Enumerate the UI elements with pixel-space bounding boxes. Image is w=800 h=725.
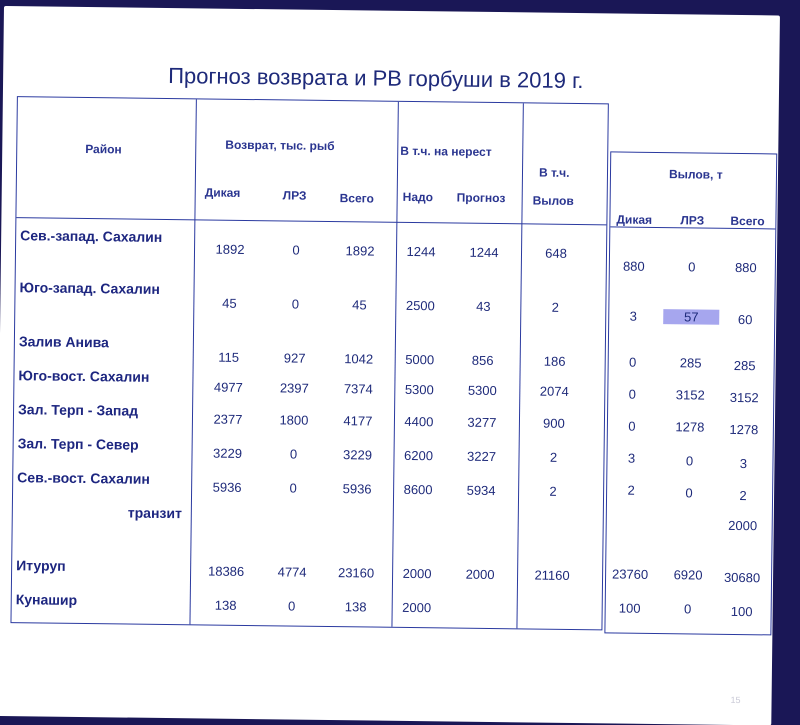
row-lrz: 0 xyxy=(292,242,300,258)
row-c-wild: 2 xyxy=(627,482,635,498)
header-catch: Вылов xyxy=(532,193,574,208)
row-c-lrz: 0 xyxy=(685,453,694,469)
row-region: Зал. Терп - Север xyxy=(17,435,139,453)
row-wild: 1892 xyxy=(215,241,245,257)
row-forecast: 43 xyxy=(476,298,491,314)
row-needed: 8600 xyxy=(403,481,433,498)
row-c-total: 3152 xyxy=(729,389,759,406)
row-region: Сев.-запад. Сахалин xyxy=(20,227,163,245)
row-catch: 2074 xyxy=(539,383,569,399)
slide-title: Прогноз возврата и РВ горбуши в 2019 г. xyxy=(168,63,584,94)
transit-label: транзит xyxy=(127,504,182,522)
row-needed: 1244 xyxy=(406,243,436,260)
row-region: Сев.-вост. Сахалин xyxy=(17,469,150,487)
row-lrz: 0 xyxy=(291,296,300,312)
row-forecast: 2000 xyxy=(465,566,495,583)
row-c-total: 60 xyxy=(737,311,753,328)
row-needed: 6200 xyxy=(403,447,434,464)
row-needed: 5000 xyxy=(405,351,435,368)
row-catch: 21160 xyxy=(534,567,570,583)
main-table xyxy=(10,96,608,630)
row-c-total: 100 xyxy=(730,603,753,620)
row-lrz: 4774 xyxy=(277,564,307,580)
header-total: Всего xyxy=(339,191,374,206)
header-c-wild: Дикая xyxy=(616,212,653,227)
row-region: Зал. Терп - Запад xyxy=(17,401,139,419)
row-c-lrz: 57 xyxy=(663,309,719,325)
row-forecast: 3227 xyxy=(466,448,497,465)
row-c-lrz: 3152 xyxy=(675,387,705,403)
row-catch: 186 xyxy=(543,353,566,369)
row-c-total: 2 xyxy=(739,488,747,504)
row-c-wild: 0 xyxy=(628,386,637,402)
row-c-wild: 100 xyxy=(618,600,641,616)
transit-c-total: 2000 xyxy=(728,517,758,534)
row-c-wild: 23760 xyxy=(611,566,649,582)
row-c-total: 880 xyxy=(734,259,757,276)
row-needed: 2000 xyxy=(402,565,432,582)
header-catch-t: Вылов, т xyxy=(668,167,723,182)
row-total: 1892 xyxy=(345,243,375,259)
row-c-total: 285 xyxy=(733,357,756,374)
row-c-wild: 3 xyxy=(627,450,636,466)
row-c-total: 1278 xyxy=(729,421,759,438)
header-incl: В т.ч. xyxy=(538,165,570,180)
row-catch: 2 xyxy=(551,299,560,315)
catch-table xyxy=(604,151,777,635)
row-forecast: 5300 xyxy=(467,382,497,399)
row-needed: 5300 xyxy=(404,381,434,398)
row-total: 138 xyxy=(344,599,367,615)
row-c-total: 3 xyxy=(739,456,748,472)
row-c-wild: 0 xyxy=(628,418,636,434)
row-region: Юго-запад. Сахалин xyxy=(19,279,161,297)
row-total: 4177 xyxy=(343,413,373,429)
header-lrz: ЛРЗ xyxy=(282,188,307,203)
row-total: 23160 xyxy=(337,565,375,581)
page-number: 15 xyxy=(730,694,741,706)
row-needed: 2500 xyxy=(405,297,435,314)
row-forecast: 1244 xyxy=(469,244,499,261)
row-wild: 5936 xyxy=(212,479,242,495)
row-lrz: 0 xyxy=(289,446,298,462)
row-region: Кунашир xyxy=(15,591,78,608)
row-c-lrz: 0 xyxy=(685,485,693,501)
header-c-lrz: ЛРЗ xyxy=(680,213,705,228)
row-needed: 2000 xyxy=(402,599,432,616)
header-return: Возврат, тыс. рыб xyxy=(225,137,335,154)
header-region: Район xyxy=(85,142,122,157)
header-forecast: Прогноз xyxy=(456,190,506,206)
row-lrz: 927 xyxy=(283,350,306,366)
row-region: Итуруп xyxy=(16,557,66,574)
row-wild: 18386 xyxy=(207,563,245,579)
slide xyxy=(0,6,780,725)
row-wild: 138 xyxy=(214,597,237,613)
row-c-lrz: 1278 xyxy=(675,419,705,435)
row-wild: 45 xyxy=(222,295,237,311)
row-wild: 3229 xyxy=(212,445,243,461)
row-c-wild: 0 xyxy=(628,354,637,370)
row-lrz: 1800 xyxy=(279,412,309,428)
row-forecast: 5934 xyxy=(466,482,496,499)
row-catch: 2 xyxy=(549,449,558,465)
row-catch: 648 xyxy=(545,245,567,261)
row-total: 1042 xyxy=(344,351,374,367)
row-total: 5936 xyxy=(342,481,372,497)
row-total: 3229 xyxy=(342,447,373,463)
row-lrz: 2397 xyxy=(279,380,309,396)
row-forecast: 856 xyxy=(471,352,494,369)
row-c-lrz: 0 xyxy=(688,259,696,275)
row-region: Залив Анива xyxy=(18,333,109,351)
header-spawn: В т.ч. на нерест xyxy=(400,143,492,159)
row-total: 7374 xyxy=(343,381,373,397)
row-c-wild: 880 xyxy=(622,258,645,274)
row-wild: 2377 xyxy=(213,411,243,427)
row-catch: 2 xyxy=(549,483,557,499)
row-c-lrz: 285 xyxy=(679,355,702,371)
row-wild: 4977 xyxy=(213,379,243,395)
row-c-lrz: 0 xyxy=(683,601,692,617)
header-needed: Надо xyxy=(402,189,434,205)
row-c-lrz: 6920 xyxy=(673,567,703,583)
row-forecast: 3277 xyxy=(467,414,497,431)
row-total: 45 xyxy=(352,297,367,313)
row-c-total: 30680 xyxy=(723,569,761,586)
row-region: Юго-вост. Сахалин xyxy=(18,367,150,385)
row-wild: 115 xyxy=(218,349,240,365)
row-lrz: 0 xyxy=(289,480,297,496)
row-needed: 4400 xyxy=(404,413,434,430)
row-c-wild: 3 xyxy=(629,308,637,324)
header-c-total: Всего xyxy=(730,213,765,229)
row-lrz: 0 xyxy=(287,598,296,614)
header-wild: Дикая xyxy=(204,185,241,200)
row-catch: 900 xyxy=(542,415,565,431)
